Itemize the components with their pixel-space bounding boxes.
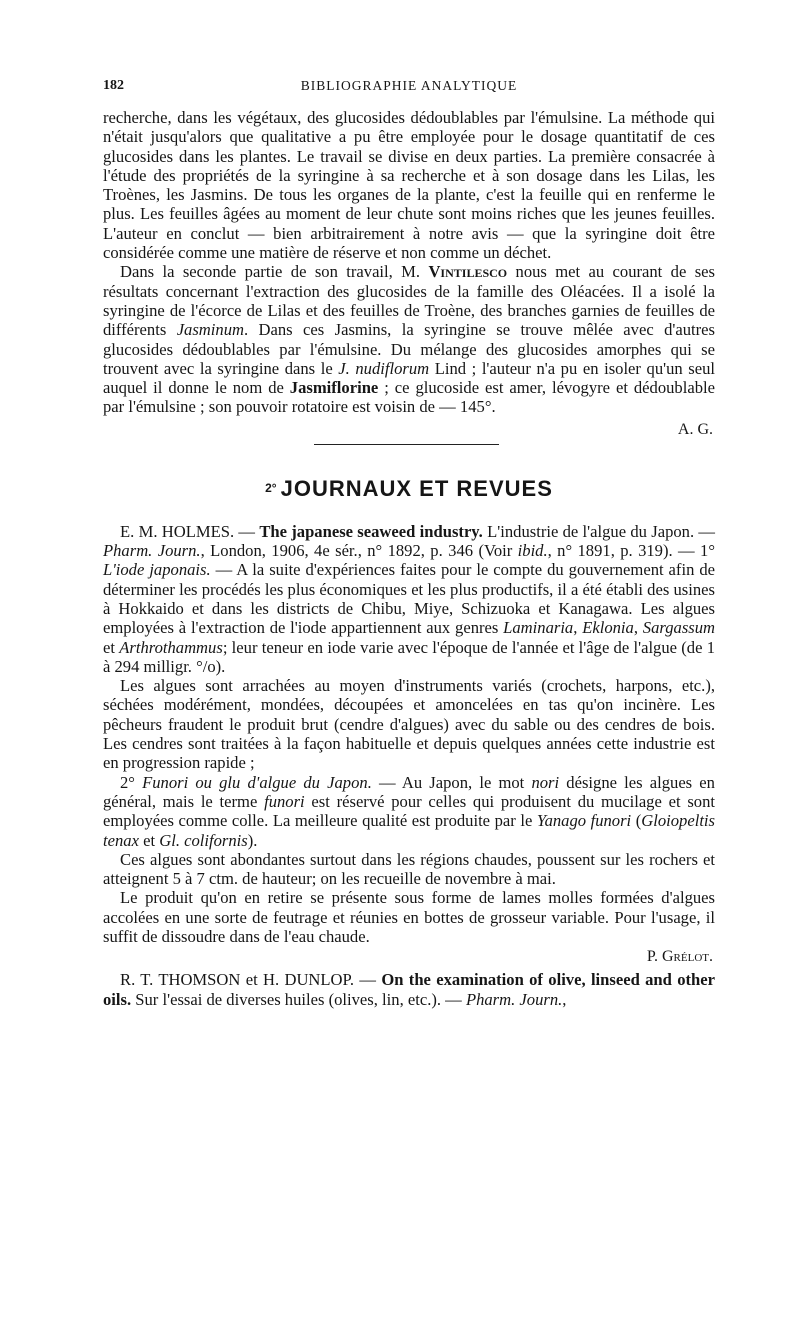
- text-run: ,: [573, 618, 583, 638]
- text-run: et: [103, 637, 120, 657]
- text-run: est réservé pour celles qui produisent du mucilage et sont employées comme colle. La meilleure qualité est produite par le: [103, 791, 715, 831]
- text-run: (: [631, 811, 642, 831]
- page: [103, 78, 715, 1009]
- page-number: 182: [103, 78, 124, 93]
- review-thomson-dunlop: [103, 970, 715, 1009]
- author-name: E. M. HOLMES.: [120, 521, 235, 541]
- glucoside-name: Jasmiflorine: [289, 378, 379, 398]
- subheading: Funori ou glu d'algue du Japon.: [142, 772, 372, 792]
- article-title: On the examination of olive, linseed and other oils.: [103, 970, 715, 1009]
- review-paragraph: Ces algues sont abondantes surtout dans les régions chaudes, poussent sur les rochers et atteignent 5 à 7 ctm. de hauteur; on les recueille de novembre à mai.: [103, 849, 715, 889]
- text-run: ; ce glucoside est amer, lévogyre et dédoublable par l'émulsine ; son pouvoir rotatoire est voisin de — 145°.: [103, 378, 715, 417]
- author-name: R. T. THOMSON et H. DUNLOP.: [120, 970, 355, 990]
- genus-name: Jasminum: [176, 320, 244, 340]
- journal-name: Pharm. Journ.: [103, 541, 201, 561]
- review-holmes: [103, 522, 715, 969]
- species-name: Gloiopeltis tenax: [103, 811, 715, 850]
- species-name: J. nudiflorum: [338, 358, 430, 378]
- reviewer-signature: P. Grélot.: [646, 948, 713, 966]
- term-funori: funori: [264, 791, 305, 811]
- section-title: [103, 476, 715, 502]
- text-run: Lind ; l'auteur n'a pu en isoler qu'un seul auquel il donne le nom de: [103, 358, 716, 398]
- page-header: [103, 78, 715, 100]
- text-run: et: [138, 830, 160, 850]
- author-name: Vintilesco: [428, 262, 508, 282]
- text-run: ; leur teneur en iode varie avec l'époque de l'année et l'âge de l'algue (de 1 à 294 milligr. °/o).: [103, 637, 715, 676]
- review-paragraph: recherche, dans les végétaux, des glucosides dédoublables par l'émulsine. La méthode qui n'était jusqu'alors que qualitative a pu être employée pour le dosage quantitatif de ces glucosides dans les plantes. Le travail se divise en deux parties. La première consacrée à l'étude des propriétés de la syringine à sa recherche et à son dosage dans les Lilas, les Troènes, les Jasmins. De tous les organes de la plante, c'est la feuille qui en renferme le plus. Les feuilles âgées au moment de leur chute sont moins riches que les jeunes feuilles. L'auteur en conclut — bien arbitrairement à notre avis — que la syringine doit être considérée comme une matière de réserve et non comme un déchet.: [103, 108, 715, 263]
- review-paragraph: E. M. HOLMES. — The japanese seaweed industry. L'industrie de l'algue du Japon. — Pharm. Journ., London, 1906, 4e sér., n° 1892, p. 346 (Voir ibid., n° 1891, p. 319). — 1° L'iode japonais. — A la suite d'expériences faites pour le compte du gouvernement afin de déterminer les procédés les plus économiques et les plus productifs, il a été établi des usines à Hokkaido et dans les districts de Chibu, Miye, Schizuoka et Kanagawa. Les algues employées à l'extraction de l'iode appartiennent aux genres Laminaria, Eklonia, Sargassum et Arthrothammus; leur teneur en iode varie avec l'époque de l'année et l'âge de l'algue (de 1 à 294 milligr. °/o).: [103, 521, 716, 676]
- text-run: — Au Japon, le mot: [371, 772, 532, 792]
- text-run: nous met au courant de ses résultats concernant l'extraction des glucosides de la famille des Oléacées. Il a isolé la syringine de l'écorce de Lilas et des feuilles de Troène, des branches garnies de feuilles de différents: [103, 262, 715, 340]
- text-run: — A la suite d'expériences faites pour le compte du gouvernement afin de déterminer les procédés les plus économiques et les plus productifs, il a été établi des usines à Hokkaido et dans les districts de Chibu, Miye, Schizuoka et Kanagawa. Les algues employées à l'extraction de l'iode appartiennent aux genres: [103, 560, 715, 638]
- review-paragraph: Le produit qu'on en retire se présente sous forme de lames molles formées d'algues accolées en une sorte de feutrage et réunies en bottes de grosseur variable. Pour l'usage, il suffit de dissoudre dans de l'eau chaude.: [103, 888, 715, 946]
- term-nori: nori: [531, 772, 560, 792]
- text-run: Dans la seconde partie de son travail, M.: [120, 262, 429, 282]
- text-run: ).: [247, 830, 258, 850]
- subheading: L'iode japonais.: [103, 560, 211, 580]
- review-vintilesco: [103, 108, 715, 445]
- text-run: 2°: [120, 772, 143, 792]
- text-run: ,: [562, 989, 567, 1009]
- article-title: The japanese seaweed industry.: [259, 521, 483, 541]
- text-run: , n° 1891, p. 319). — 1°: [547, 541, 715, 561]
- genus-name: Laminaria: [503, 618, 574, 638]
- review-paragraph: [103, 773, 715, 850]
- species-name: Yanago funori: [536, 811, 632, 831]
- section-number: 2°: [265, 480, 277, 495]
- review-paragraph: [103, 262, 715, 416]
- ibid-ref: ibid.: [517, 541, 548, 561]
- genus-name: Eklonia: [582, 618, 634, 638]
- text-run: désigne les algues en général, mais le terme: [103, 772, 715, 811]
- text-run: . Dans ces Jasmins, la syringine se trouve mêlée avec d'autres glucosides dédoublables par l'émulsine. Du mélange des glucosides amorphes qui se trouvent avec la syringine dans le: [103, 320, 715, 378]
- genus-name: Sargassum: [642, 618, 716, 638]
- text-run: , London, 1906, 4e sér., n° 1892, p. 346 (Voir: [200, 541, 518, 561]
- text-run: Sur l'essai de diverses huiles (olives, lin, etc.). —: [131, 989, 466, 1009]
- genus-name: Arthrothammus: [119, 637, 223, 657]
- journal-name: Pharm. Journ.: [465, 989, 563, 1009]
- separator-rule: [314, 444, 499, 445]
- text-run: ,: [633, 618, 643, 638]
- review-paragraph: R. T. THOMSON et H. DUNLOP. — On the examination of olive, linseed and other oils. Sur l'essai de diverses huiles (olives, lin, etc.). — Pharm. Journ.,: [103, 970, 715, 1009]
- review-paragraph: Les algues sont arrachées au moyen d'instruments variés (crochets, harpons, etc.), séchées modérément, mondées, découpées et amoncelées en tas qu'on incinère. Les pêcheurs fraudent le produit brut (cendre d'algues) avec du sable ou des cendres de bois. Les cendres sont traitées à la façon habituelle et depuis quelques années cette industrie est en progression rapide ;: [103, 676, 715, 773]
- reviewer-signature: A. G.: [677, 420, 713, 438]
- running-title: BIBLIOGRAPHIE ANALYTIQUE: [300, 78, 518, 93]
- section-heading: JOURNAUX ET REVUES: [280, 475, 553, 501]
- text-run: L'industrie de l'algue du Japon. —: [482, 521, 716, 541]
- species-name: Gl. colifornis: [159, 830, 248, 850]
